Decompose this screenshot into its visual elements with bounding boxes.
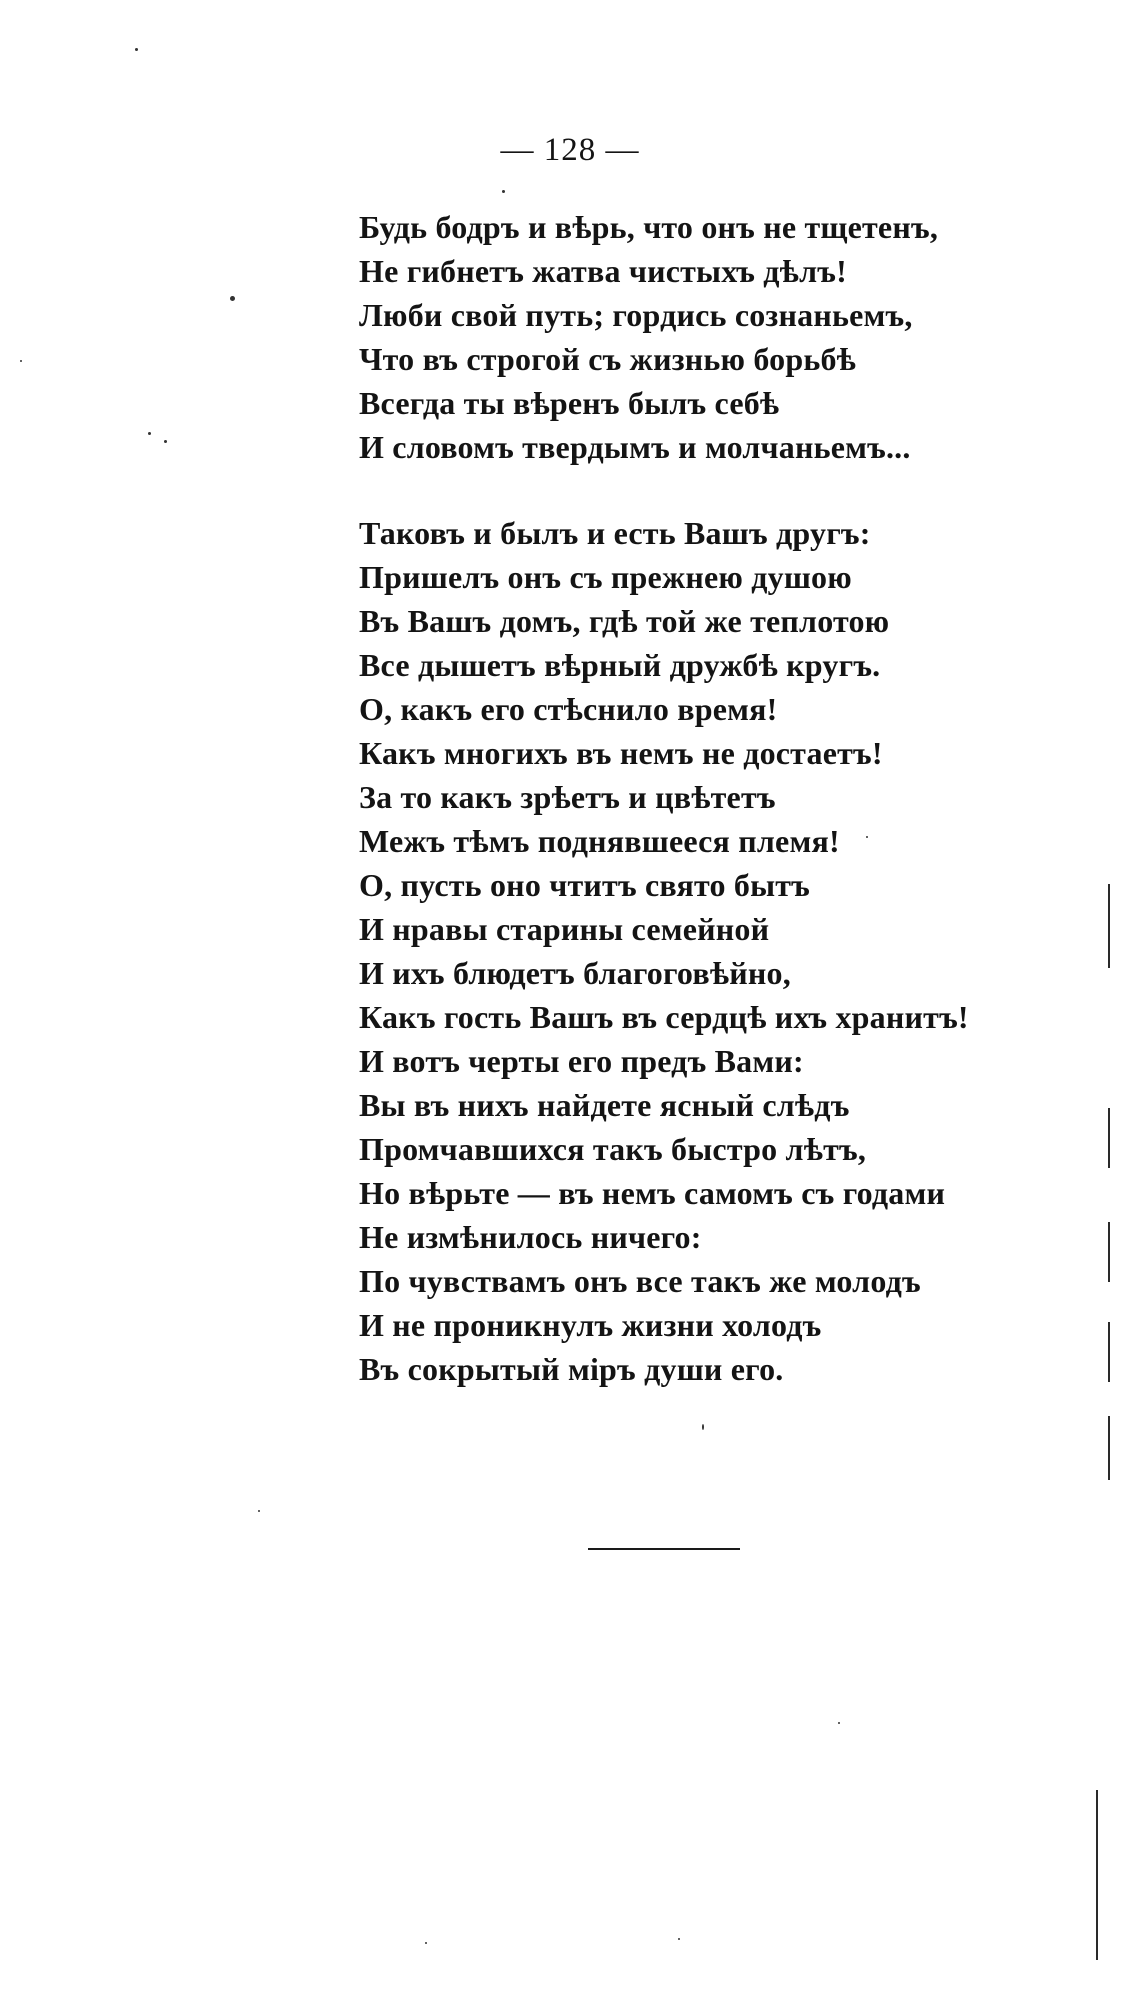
scan-speck: [20, 360, 22, 362]
poem-line: Промчавшихся такъ быстро лѣтъ,: [359, 1131, 867, 1167]
poem-line: И не проникнулъ жизни холодъ: [359, 1307, 822, 1343]
poem-line: И нравы старины семейной: [359, 911, 770, 947]
poem-line: И ихъ блюдетъ благоговѣйно,: [359, 955, 791, 991]
scan-edge-mark: [1108, 1322, 1110, 1382]
scan-speck: [838, 1722, 840, 1724]
scan-speck: [502, 190, 505, 193]
poem-line: Все дышетъ вѣрный дружбѣ кругъ.: [359, 647, 881, 683]
poem-line: О, какъ его стѣснило время!: [359, 691, 778, 727]
scan-speck: [164, 440, 167, 443]
scan-speck: [866, 836, 868, 838]
stanza-2: [359, 511, 1059, 1391]
scan-edge-mark: [1108, 1108, 1110, 1168]
scan-speck: [230, 296, 235, 301]
poem-line: Не гибнетъ жатва чистыхъ дѣлъ!: [359, 253, 847, 289]
scan-speck: [258, 1510, 260, 1512]
poem-line: Въ Вашъ домъ, гдѣ той же теплотою: [359, 603, 890, 639]
poem-line: Будь бодръ и вѣрь, что онъ не тщетенъ,: [359, 209, 939, 245]
poem-line: Не измѣнилось ничего:: [359, 1219, 702, 1255]
poem-line: Таковъ и былъ и есть Вашъ другъ:: [359, 515, 871, 551]
poem-line: Въ сокрытый міръ души его.: [359, 1351, 784, 1387]
poem-line: Что въ строгой съ жизнью борьбѣ: [359, 341, 857, 377]
poem-line: По чувствамъ онъ все такъ же молодъ: [359, 1263, 921, 1299]
poem-line: Пришелъ онъ съ прежнею душою: [359, 559, 852, 595]
scan-edge-mark: [1096, 1790, 1098, 1960]
scan-speck: [702, 1424, 704, 1430]
scan-speck: [678, 1938, 680, 1940]
poem: [359, 205, 1059, 1391]
poem-line: И вотъ черты его предъ Вами:: [359, 1043, 804, 1079]
scan-speck: [425, 1942, 427, 1944]
scan-speck: [135, 48, 138, 51]
scan-speck: [148, 432, 151, 435]
end-rule-divider: [588, 1548, 740, 1550]
poem-line: И словомъ твердымъ и молчаньемъ...: [359, 429, 911, 465]
poem-line: Люби свой путь; гордись сознаньемъ,: [359, 297, 913, 333]
scan-edge-mark: [1108, 1222, 1110, 1282]
poem-line: О, пусть оно чтитъ свято бытъ: [359, 867, 811, 903]
stanza-1: [359, 205, 1059, 469]
poem-line: Какъ многихъ въ немъ не достаетъ!: [359, 735, 883, 771]
poem-line: Какъ гость Вашъ въ сердцѣ ихъ хранитъ!: [359, 999, 969, 1035]
poem-line: Всегда ты вѣренъ былъ себѣ: [359, 385, 780, 421]
poem-line: Но вѣрьте — въ немъ самомъ съ годами: [359, 1175, 946, 1211]
scan-edge-mark: [1108, 1416, 1110, 1480]
poem-line: Вы въ нихъ найдете ясный слѣдъ: [359, 1087, 850, 1123]
poem-line: За то какъ зрѣетъ и цвѣтетъ: [359, 779, 776, 815]
scan-edge-mark: [1108, 884, 1110, 968]
poem-line: Межъ тѣмъ поднявшееся племя!: [359, 823, 840, 859]
page-number: — 128 —: [500, 132, 640, 168]
